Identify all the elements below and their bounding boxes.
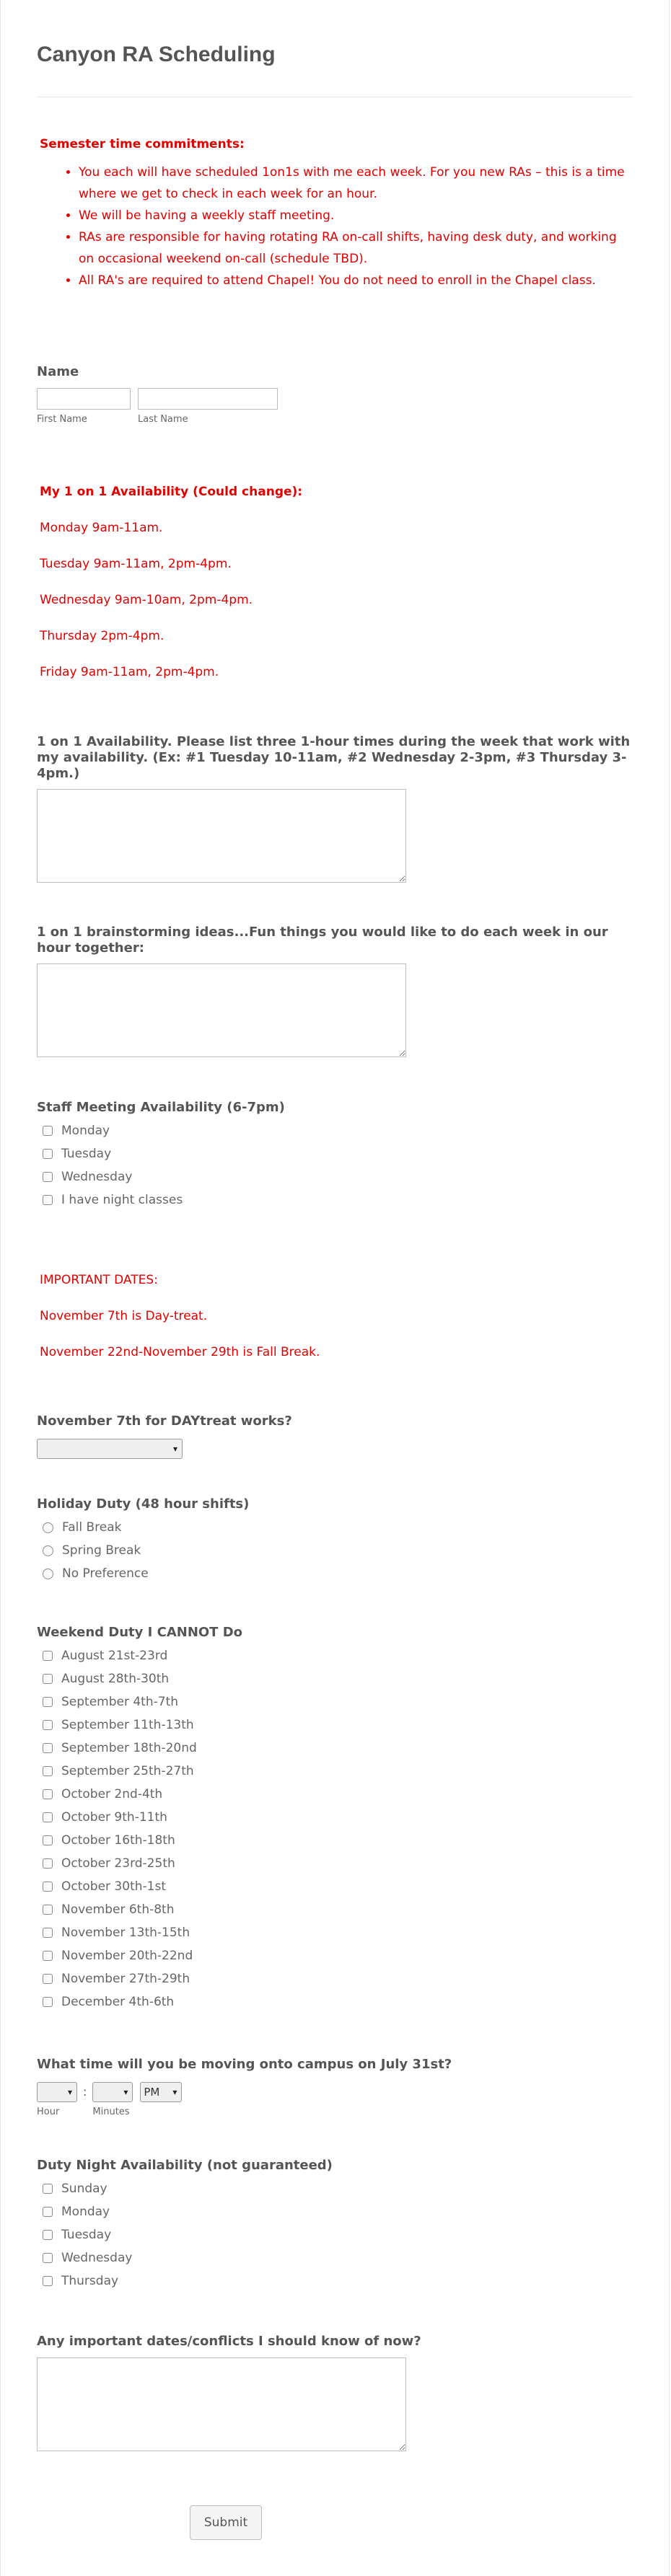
option-label: November 13th-15th [61,1926,190,1940]
checkbox[interactable] [43,1812,53,1822]
radio-button[interactable] [43,1545,53,1556]
commitments-title: Semester time commitments: [40,137,245,151]
conflicts-label: Any important dates/conflicts I should know of now? [37,2334,421,2349]
checkbox[interactable] [43,2253,53,2263]
option-label: October 23rd-25th [61,1856,175,1871]
daytreat-select[interactable] [37,1439,183,1459]
checkbox-option[interactable] [37,1944,633,1967]
checkbox-option[interactable] [37,2246,633,2270]
one-on-one-times-textarea[interactable] [37,789,406,883]
first-name-sublabel: First Name [37,414,87,425]
staff-meeting-field [37,1100,633,1212]
brainstorm-label: 1 on 1 brainstorming ideas...Fun things you would like to do each week in our hour together: [37,925,608,956]
submit-button[interactable]: Submit [190,2505,262,2540]
option-label: August 28th-30th [61,1672,170,1686]
one-on-one-times-field [37,734,633,886]
option-label: Monday [61,1124,110,1138]
checkbox-option[interactable] [37,2177,633,2200]
checkbox[interactable] [43,1835,53,1845]
holiday-duty-field [37,1496,633,1585]
chevron-down-icon: ▾ [123,2087,128,2097]
checkbox-option[interactable] [37,2200,633,2223]
radio-button[interactable] [43,1569,53,1579]
checkbox[interactable] [43,2184,53,2194]
option-label: Sunday [61,2182,108,2196]
option-label: September 25th-27th [61,1764,194,1778]
checkbox-option[interactable] [37,1875,633,1898]
checkbox-option[interactable] [37,1667,633,1690]
checkbox[interactable] [43,1766,53,1776]
option-label: November 6th-8th [61,1902,175,1917]
checkbox[interactable] [43,1720,53,1730]
minutes-select[interactable] [92,2082,133,2102]
option-label: Spring Break [62,1543,141,1558]
checkbox[interactable] [43,1858,53,1869]
availability-line: Friday 9am-11am, 2pm-4pm. [40,665,219,679]
conflicts-textarea[interactable] [37,2357,406,2451]
checkbox[interactable] [43,1697,53,1707]
checkbox[interactable] [43,1195,53,1205]
checkbox-option[interactable] [37,1142,633,1165]
important-date-line: November 22nd-November 29th is Fall Break. [40,1345,320,1359]
name-label: Name [37,364,79,379]
checkbox[interactable] [43,1651,53,1661]
option-label: November 20th-22nd [61,1949,193,1963]
checkbox-option[interactable] [37,1806,633,1829]
last-name-input[interactable] [138,388,278,410]
option-label: October 30th-1st [61,1879,166,1894]
option-label: Wednesday [61,2251,133,2265]
availability-section [37,485,633,679]
name-field-group [37,364,633,425]
checkbox-option[interactable] [37,1898,633,1921]
checkbox-option[interactable] [37,1165,633,1188]
checkbox[interactable] [43,2276,53,2286]
option-label: October 16th-18th [61,1833,175,1848]
move-in-time-label: What time will you be moving onto campus on July 31st? [37,2057,452,2072]
weekend-duty-field [37,1625,633,2013]
ampm-select[interactable] [140,2082,182,2102]
option-label: October 2nd-4th [61,1787,163,1801]
checkbox[interactable] [43,1674,53,1684]
radio-option[interactable] [37,1516,633,1539]
commitment-item: • We will be having a weekly staff meeting. [79,205,633,226]
checkbox-option[interactable] [37,2270,633,2293]
daytreat-label: November 7th for DAYtreat works? [37,1413,292,1429]
checkbox[interactable] [43,1928,53,1938]
checkbox-option[interactable] [37,1644,633,1667]
availability-line: Tuesday 9am-11am, 2pm-4pm. [40,557,232,571]
radio-button[interactable] [43,1522,53,1533]
checkbox[interactable] [43,1951,53,1961]
chevron-down-icon: ▾ [172,2087,177,2097]
chevron-down-icon: ▾ [67,2087,72,2097]
duty-night-label: Duty Night Availability (not guaranteed) [37,2158,333,2173]
option-label: I have night classes [61,1193,183,1207]
option-label: Thursday [61,2274,119,2288]
checkbox-option[interactable] [37,1119,633,1142]
conflicts-field [37,2334,633,2454]
checkbox[interactable] [43,1743,53,1753]
checkbox-option[interactable] [37,1990,633,2013]
checkbox-option[interactable] [37,1783,633,1806]
commitments-section [37,137,633,291]
checkbox[interactable] [43,1882,53,1892]
checkbox[interactable] [43,1126,53,1136]
option-label: No Preference [62,1566,149,1581]
commitment-item: • All RA's are required to attend Chapel! You do not need to enroll in the Chapel class. [79,270,633,291]
daytreat-field [37,1413,633,1459]
minutes-sublabel: Minutes [92,2107,130,2117]
weekend-duty-label: Weekend Duty I CANNOT Do [37,1625,243,1640]
move-in-time-field [37,2057,633,2117]
checkbox-option[interactable] [37,2223,633,2246]
option-label: October 9th-11th [61,1810,167,1825]
commitment-item: • RAs are responsible for having rotating RA on-call shifts, having desk duty, and working on occasional weekend on-call (schedule TBD). [79,226,633,270]
commitment-item: • You each will have scheduled 1on1s with me each week. For you new RAs – this is a time where we get to check in each week for an hour. [79,162,633,205]
duty-night-field [37,2158,633,2293]
staff-meeting-label: Staff Meeting Availability (6-7pm) [37,1100,285,1115]
hour-sublabel: Hour [37,2107,60,2117]
last-name-sublabel: Last Name [138,414,188,425]
checkbox-option[interactable] [37,1967,633,1990]
option-label: Tuesday [61,2228,112,2242]
availability-title: My 1 on 1 Availability (Could change): [40,485,303,499]
availability-line: Monday 9am-11am. [40,521,163,535]
checkbox[interactable] [43,2230,53,2240]
first-name-input[interactable] [37,388,131,410]
option-label: September 11th-13th [61,1718,194,1732]
checkbox-option[interactable] [37,1737,633,1760]
checkbox-option[interactable] [37,1690,633,1713]
checkbox[interactable] [43,1789,53,1799]
time-colon: : [83,2085,87,2099]
availability-line: Wednesday 9am-10am, 2pm-4pm. [40,593,253,607]
option-label: November 27th-29th [61,1972,190,1986]
checkbox[interactable] [43,1172,53,1182]
checkbox[interactable] [43,1149,53,1159]
chevron-down-icon: ▾ [172,1444,177,1454]
checkbox[interactable] [43,1974,53,1984]
option-label: Tuesday [61,1147,112,1161]
commitments-list [37,162,633,291]
radio-option[interactable] [37,1562,633,1585]
brainstorm-field [37,925,633,1060]
checkbox[interactable] [43,1905,53,1915]
ampm-selected: PM [144,2086,160,2099]
option-label: Wednesday [61,1170,133,1184]
important-dates-title: IMPORTANT DATES: [40,1273,158,1287]
holiday-duty-label: Holiday Duty (48 hour shifts) [37,1496,250,1512]
option-label: August 21st-23rd [61,1649,168,1663]
form-title: Canyon RA Scheduling [37,42,633,97]
checkbox-option[interactable] [37,1713,633,1737]
radio-option[interactable] [37,1539,633,1562]
checkbox-option[interactable] [37,1188,633,1212]
checkbox[interactable] [43,2207,53,2217]
checkbox[interactable] [43,1997,53,2007]
option-label: September 18th-20nd [61,1741,197,1755]
checkbox-option[interactable] [37,1921,633,1944]
important-date-line: November 7th is Day-treat. [40,1309,208,1323]
option-label: Monday [61,2205,110,2219]
checkbox-option[interactable] [37,1852,633,1875]
important-dates-section [37,1273,633,1359]
availability-line: Thursday 2pm-4pm. [40,629,165,643]
checkbox-option[interactable] [37,1829,633,1852]
brainstorm-textarea[interactable] [37,963,406,1057]
form-header [1,0,669,97]
option-label: September 4th-7th [61,1695,179,1709]
hour-select[interactable] [37,2082,77,2102]
checkbox-option[interactable] [37,1760,633,1783]
option-label: December 4th-6th [61,1995,175,2009]
one-on-one-times-label: 1 on 1 Availability. Please list three 1-hour times during the week that work with my availability. (Ex: #1 Tuesday 10-11am, #2 Wednesday 2-3pm, #3 Thursday 3-4pm.) [37,734,631,781]
option-label: Fall Break [62,1520,122,1535]
